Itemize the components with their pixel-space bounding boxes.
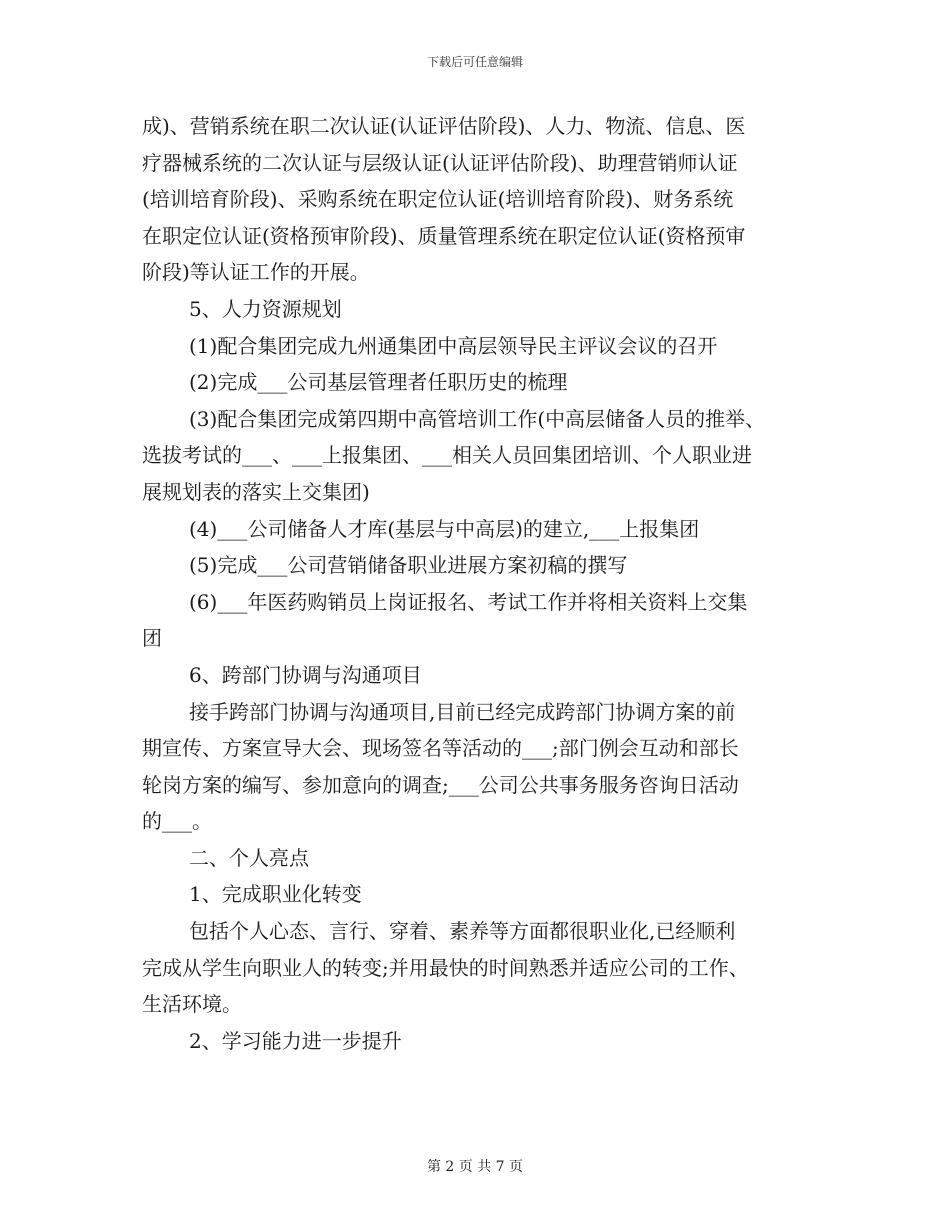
text-line: 2、学习能力进一步提升 — [189, 1028, 402, 1053]
text-line: (培训培育阶段)、采购系统在职定位认证(培训培育阶段)、财务系统 — [142, 187, 734, 212]
text-line: (5)完成___公司营销储备职业进展方案初稿的撰写 — [189, 553, 628, 578]
page-footer: 第 2 页 共 7 页 — [426, 1159, 524, 1175]
text-line: (6)___年医药购销员上岗证报名、考试工作并将相关资料上交集 — [189, 589, 748, 614]
text-line: 在职定位认证(资格预审阶段)、质量管理系统在职定位认证(资格预审 — [142, 223, 746, 248]
text-line: 完成从学生向职业人的转变;并用最快的时间熟悉并适应公司的工作、 — [142, 955, 749, 980]
text-line: 疗器械系统的二次认证与层级认证(认证评估阶段)、助理营销师认证 — [142, 150, 738, 175]
text-line: 包括个人心态、言行、穿着、素养等方面都很职业化,已经顺利 — [189, 919, 736, 944]
text-line: 团 — [142, 626, 162, 651]
text-line: 5、人力资源规划 — [189, 296, 342, 321]
text-line: 6、跨部门协调与沟通项目 — [189, 662, 422, 687]
text-line: 轮岗方案的编写、参加意向的调查;___公司公共事务服务咨询日活动 — [142, 772, 739, 797]
text-line: (2)完成___公司基层管理者任职历史的梳理 — [189, 370, 568, 395]
document-body — [142, 108, 810, 1059]
text-line: 选拔考试的___、___上报集团、___相关人员回集团培训、个人职业进 — [142, 443, 752, 468]
text-line: 阶段)等认证工作的开展。 — [142, 260, 370, 285]
text-line: 二、个人亮点 — [189, 845, 309, 870]
text-line: 接手跨部门协调与沟通项目,目前已经完成跨部门协调方案的前 — [189, 699, 736, 724]
page-header: 下载后可任意编辑 — [426, 55, 523, 69]
text-line: 1、完成职业化转变 — [189, 882, 362, 907]
text-line: 生活环境。 — [142, 992, 242, 1017]
text-line: (3)配合集团完成第四期中高管培训工作(中高层储备人员的推举、 — [189, 406, 766, 431]
text-line: (1)配合集团完成九州通集团中高层领导民主评议会议的召开 — [189, 333, 718, 358]
text-line: (4)___公司储备人才库(基层与中高层)的建立,___上报集团 — [189, 516, 700, 541]
text-line: 的___。 — [142, 809, 212, 834]
text-line: 期宣传、方案宣导大会、现场签名等活动的___;部门例会互动和部长 — [142, 736, 739, 761]
text-line: 成)、营销系统在职二次认证(认证评估阶段)、人力、物流、信息、医 — [142, 114, 746, 138]
text-line: 展规划表的落实上交集团) — [142, 479, 370, 504]
